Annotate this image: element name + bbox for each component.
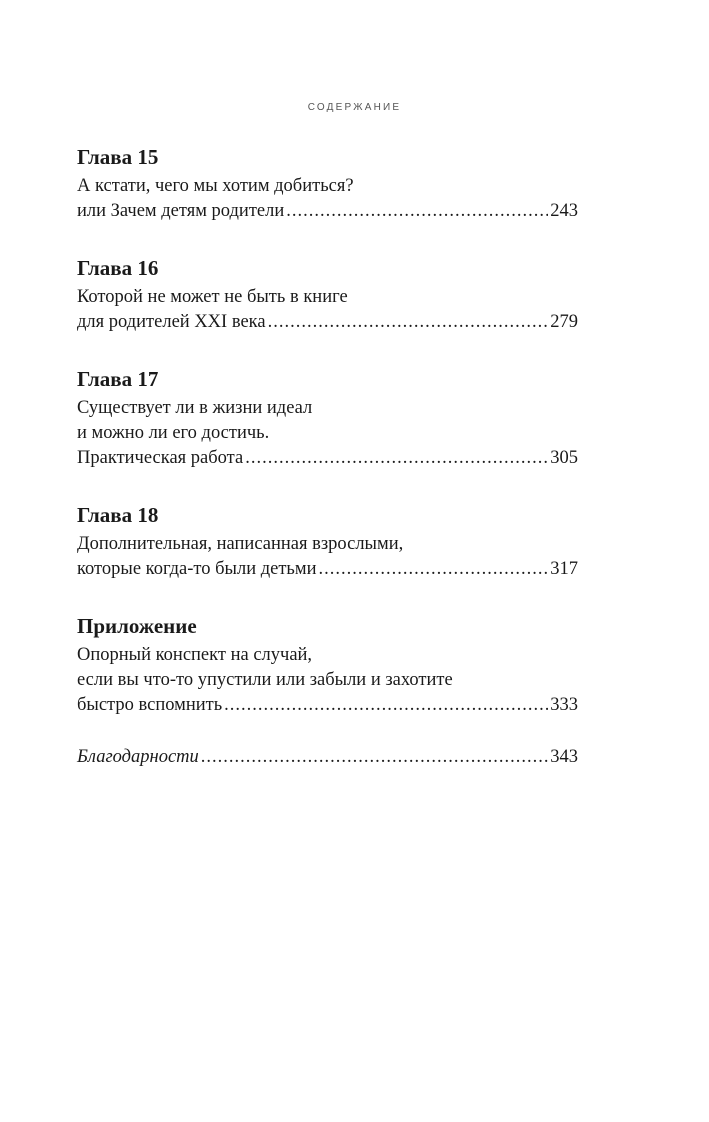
table-of-contents [77,140,578,770]
page-number: 333 [550,695,578,715]
chapter-subtitle-last-line: Практическая работа [77,448,244,468]
dot-leader [201,745,548,770]
page-number: 343 [550,747,578,767]
page-number: 317 [550,559,578,579]
chapter-subtitle-last-line: быстро вспомнить [77,695,223,715]
dot-leader [245,446,548,471]
page-number: 279 [550,312,578,332]
chapter-title: Глава 15 [77,145,159,169]
toc-chapter-15 [77,140,578,224]
toc-chapter-18 [77,498,578,582]
toc-entry[interactable] [77,199,578,224]
chapter-title: Глава 17 [77,367,159,391]
chapter-title: Глава 18 [77,503,159,527]
page-number: 243 [550,201,578,221]
toc-entry[interactable] [77,446,578,471]
toc-entry-acknowledgments[interactable] [77,745,578,770]
chapter-subtitle-last-line: или Зачем детям родители [77,201,285,221]
chapter-subtitle-line: Которой не может не быть в книге [77,287,348,307]
dot-leader [286,199,548,224]
chapter-subtitle-line: Существует ли в жизни идеал [77,398,313,418]
chapter-subtitle-last-line: которые когда-то были детьми [77,559,317,579]
toc-chapter-16 [77,251,578,335]
dot-leader [268,310,549,335]
chapter-subtitle-last-line: для родителей XXI века [77,312,266,332]
toc-entry[interactable] [77,693,578,718]
running-head: СОДЕРЖАНИЕ [307,102,402,113]
page-number: 305 [550,448,578,468]
toc-entry[interactable] [77,557,578,582]
chapter-subtitle-line: Дополнительная, написанная взрослыми, [77,534,404,554]
chapter-subtitle-line: Опорный конспект на случай, [77,645,313,665]
dot-leader [318,557,548,582]
chapter-subtitle-line: А кстати, чего мы хотим добиться? [77,176,354,196]
acknowledgments-label: Благодарности [77,747,199,767]
dot-leader [224,693,548,718]
toc-entry[interactable] [77,310,578,335]
chapter-title: Глава 16 [77,256,159,280]
toc-appendix [77,609,578,718]
toc-chapter-17 [77,362,578,471]
chapter-title: Приложение [77,614,197,638]
chapter-subtitle-line: если вы что-то упустили или забыли и захотите [77,670,453,690]
chapter-subtitle-line: и можно ли его достичь. [77,423,270,443]
